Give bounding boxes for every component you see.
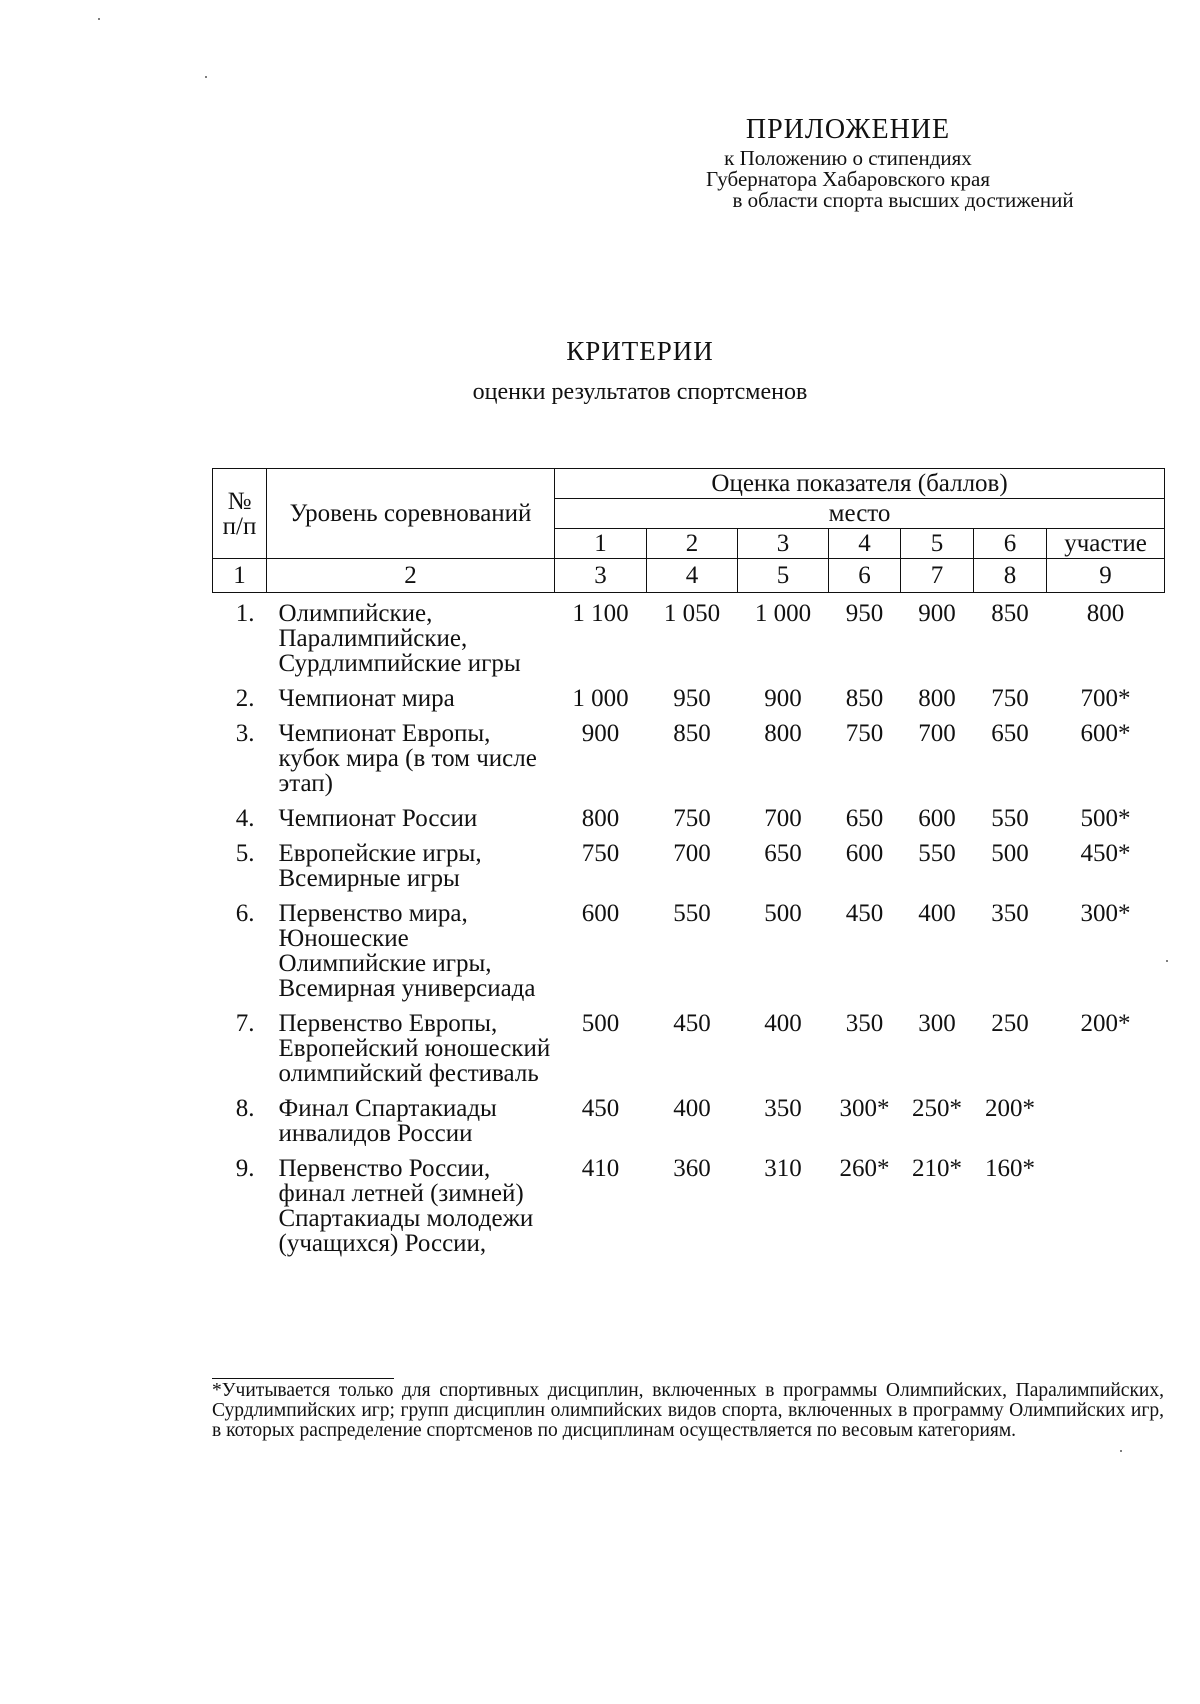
table-row (213, 1088, 1165, 1148)
table-row (213, 833, 1165, 893)
row-value-3: 700 (764, 805, 802, 832)
row-value-7: 300* (1080, 900, 1131, 927)
row-value-3: 1 000 (754, 600, 812, 627)
column-number-4: 4 (647, 559, 738, 593)
header-place-5: 5 (901, 529, 974, 559)
column-number-2: 2 (267, 559, 555, 593)
header-place: место (555, 499, 1165, 529)
row-value-2: 750 (673, 805, 711, 832)
column-numbers-row (213, 559, 1165, 593)
row-value-4: 600 (845, 840, 884, 867)
row-value-4: 850 (845, 685, 884, 712)
row-level: Первенство Европы, Европейский юношеский олимпийский фестиваль (278, 1010, 551, 1087)
table-row (213, 893, 1165, 1003)
row-value-2: 400 (673, 1095, 711, 1122)
row-value-4: 750 (845, 720, 884, 747)
row-value-1: 410 (581, 1155, 620, 1182)
header-place-1: 1 (555, 529, 647, 559)
column-number-8: 8 (974, 559, 1047, 593)
row-value-3: 310 (764, 1155, 802, 1182)
row-value-7: 200* (1080, 1010, 1131, 1037)
row-value-7: 500* (1080, 805, 1131, 832)
row-value-2: 700 (673, 840, 711, 867)
header-rating: Оценка показателя (баллов) (555, 469, 1165, 499)
column-number-5: 5 (738, 559, 829, 593)
row-level: Чемпионат России (278, 805, 478, 832)
row-value-5: 900 (918, 600, 956, 627)
row-value-1: 900 (581, 720, 620, 747)
row-value-7 (1047, 1148, 1165, 1258)
criteria-heading (0, 336, 1200, 406)
row-number: 8. (235, 1095, 255, 1122)
row-value-3: 400 (764, 1010, 802, 1037)
row-level: Олимпийские, Паралимпийские, Сурдлимпийские игры (278, 600, 521, 677)
table-row (213, 713, 1165, 798)
row-value-7: 450* (1080, 840, 1131, 867)
header-place-7: участие (1047, 529, 1165, 559)
row-value-6: 850 (991, 600, 1029, 627)
row-value-5: 550 (918, 840, 956, 867)
row-value-6: 650 (991, 720, 1029, 747)
footnote (212, 1378, 1164, 1441)
table-row (213, 1003, 1165, 1088)
row-value-1: 1 000 (572, 685, 629, 712)
row-value-6: 250 (991, 1010, 1029, 1037)
column-number-1: 1 (213, 559, 267, 593)
row-value-1: 600 (581, 900, 620, 927)
row-number: 6. (235, 900, 255, 927)
row-value-4: 300* (839, 1095, 890, 1122)
row-value-5: 700 (918, 720, 956, 747)
scan-speck (205, 76, 207, 78)
row-level: Первенство России, финал летней (зимней) Спартакиады молодежи (учащихся) России, (278, 1155, 534, 1257)
column-number-6: 6 (829, 559, 901, 593)
row-value-7 (1047, 1088, 1165, 1148)
row-value-6: 750 (991, 685, 1029, 712)
row-value-3: 650 (764, 840, 802, 867)
scan-speck (98, 18, 100, 20)
row-value-1: 1 100 (572, 600, 629, 627)
scan-speck (1166, 960, 1168, 962)
row-value-3: 350 (764, 1095, 802, 1122)
row-level: Финал Спартакиады инвалидов России (278, 1095, 497, 1147)
row-level: Чемпионат мира (278, 685, 455, 712)
header-level: Уровень соревнований (267, 469, 555, 559)
row-value-4: 950 (845, 600, 884, 627)
row-value-4: 450 (845, 900, 884, 927)
row-value-7: 800 (1086, 600, 1125, 627)
appendix-line-3: в области спорта высших достижений (732, 188, 1074, 212)
row-value-5: 250* (912, 1095, 962, 1122)
criteria-title: КРИТЕРИИ (566, 336, 714, 366)
row-number: 1. (235, 600, 255, 627)
row-value-3: 500 (764, 900, 802, 927)
header-place-6: 6 (974, 529, 1047, 559)
row-value-7: 600* (1080, 720, 1131, 747)
header-place-3: 3 (738, 529, 829, 559)
row-value-1: 750 (581, 840, 620, 867)
row-level: Чемпионат Европы, кубок мира (в том числе этап) (278, 720, 537, 797)
column-number-7: 7 (901, 559, 974, 593)
criteria-table (212, 468, 1165, 1258)
row-number: 2. (235, 685, 255, 712)
row-value-5: 600 (918, 805, 956, 832)
table-row (213, 1148, 1165, 1258)
row-value-2: 850 (673, 720, 711, 747)
row-value-7: 700* (1080, 685, 1131, 712)
criteria-subtitle: оценки результатов спортсменов (472, 379, 808, 405)
row-number: 9. (235, 1155, 255, 1182)
table-header (213, 469, 1165, 593)
row-value-2: 550 (673, 900, 711, 927)
row-value-6: 200* (985, 1095, 1035, 1122)
row-value-1: 450 (581, 1095, 620, 1122)
row-value-4: 260* (839, 1155, 890, 1182)
row-value-3: 900 (764, 685, 802, 712)
appendix-header (638, 114, 1074, 212)
row-level: Европейские игры, Всемирные игры (278, 840, 482, 892)
row-value-2: 450 (673, 1010, 711, 1037)
row-number: 3. (235, 720, 255, 747)
scan-speck (1120, 1450, 1122, 1452)
row-value-3: 800 (764, 720, 802, 747)
row-number: 5. (235, 840, 255, 867)
table-row (213, 593, 1165, 679)
row-value-6: 160* (985, 1155, 1035, 1182)
appendix-line-1: к Положению о стипендиях (724, 146, 972, 170)
table-row (213, 678, 1165, 713)
row-value-4: 650 (845, 805, 884, 832)
row-value-4: 350 (845, 1010, 884, 1037)
row-value-5: 800 (918, 685, 956, 712)
row-value-1: 800 (581, 805, 620, 832)
row-value-5: 400 (918, 900, 956, 927)
row-value-6: 350 (991, 900, 1029, 927)
row-value-2: 360 (673, 1155, 711, 1182)
row-level: Первенство мира, Юношеские Олимпийские игры, Всемирная универсиада (278, 900, 536, 1002)
row-value-6: 500 (991, 840, 1029, 867)
table-body (213, 593, 1165, 1259)
row-value-6: 550 (991, 805, 1029, 832)
appendix-line-2: Губернатора Хабаровского края (705, 167, 991, 191)
row-number: 4. (235, 805, 255, 832)
column-number-3: 3 (555, 559, 647, 593)
row-value-2: 950 (673, 685, 711, 712)
header-place-2: 2 (647, 529, 738, 559)
row-number: 7. (235, 1010, 255, 1037)
column-number-9: 9 (1047, 559, 1165, 593)
row-value-5: 210* (912, 1155, 962, 1182)
header-place-4: 4 (829, 529, 901, 559)
table-row (213, 798, 1165, 833)
row-value-2: 1 050 (663, 600, 721, 627)
header-number: № п/п (213, 469, 267, 559)
appendix-title: ПРИЛОЖЕНИЕ (745, 114, 951, 145)
row-value-5: 300 (918, 1010, 956, 1037)
footnote-rule (212, 1378, 394, 1379)
footnote-text: *Учитывается только для спортивных дисциплин, включенных в программы Олимпийских, Паралимпийских, Сурдлимпийских игр; групп дисциплин олимпийских видов спорта, включенных в программу Олимпийских игр, в которых распределение спортсменов по дисциплинам осуществляется по весовым категориям. (212, 1380, 1164, 1441)
row-value-1: 500 (581, 1010, 620, 1037)
